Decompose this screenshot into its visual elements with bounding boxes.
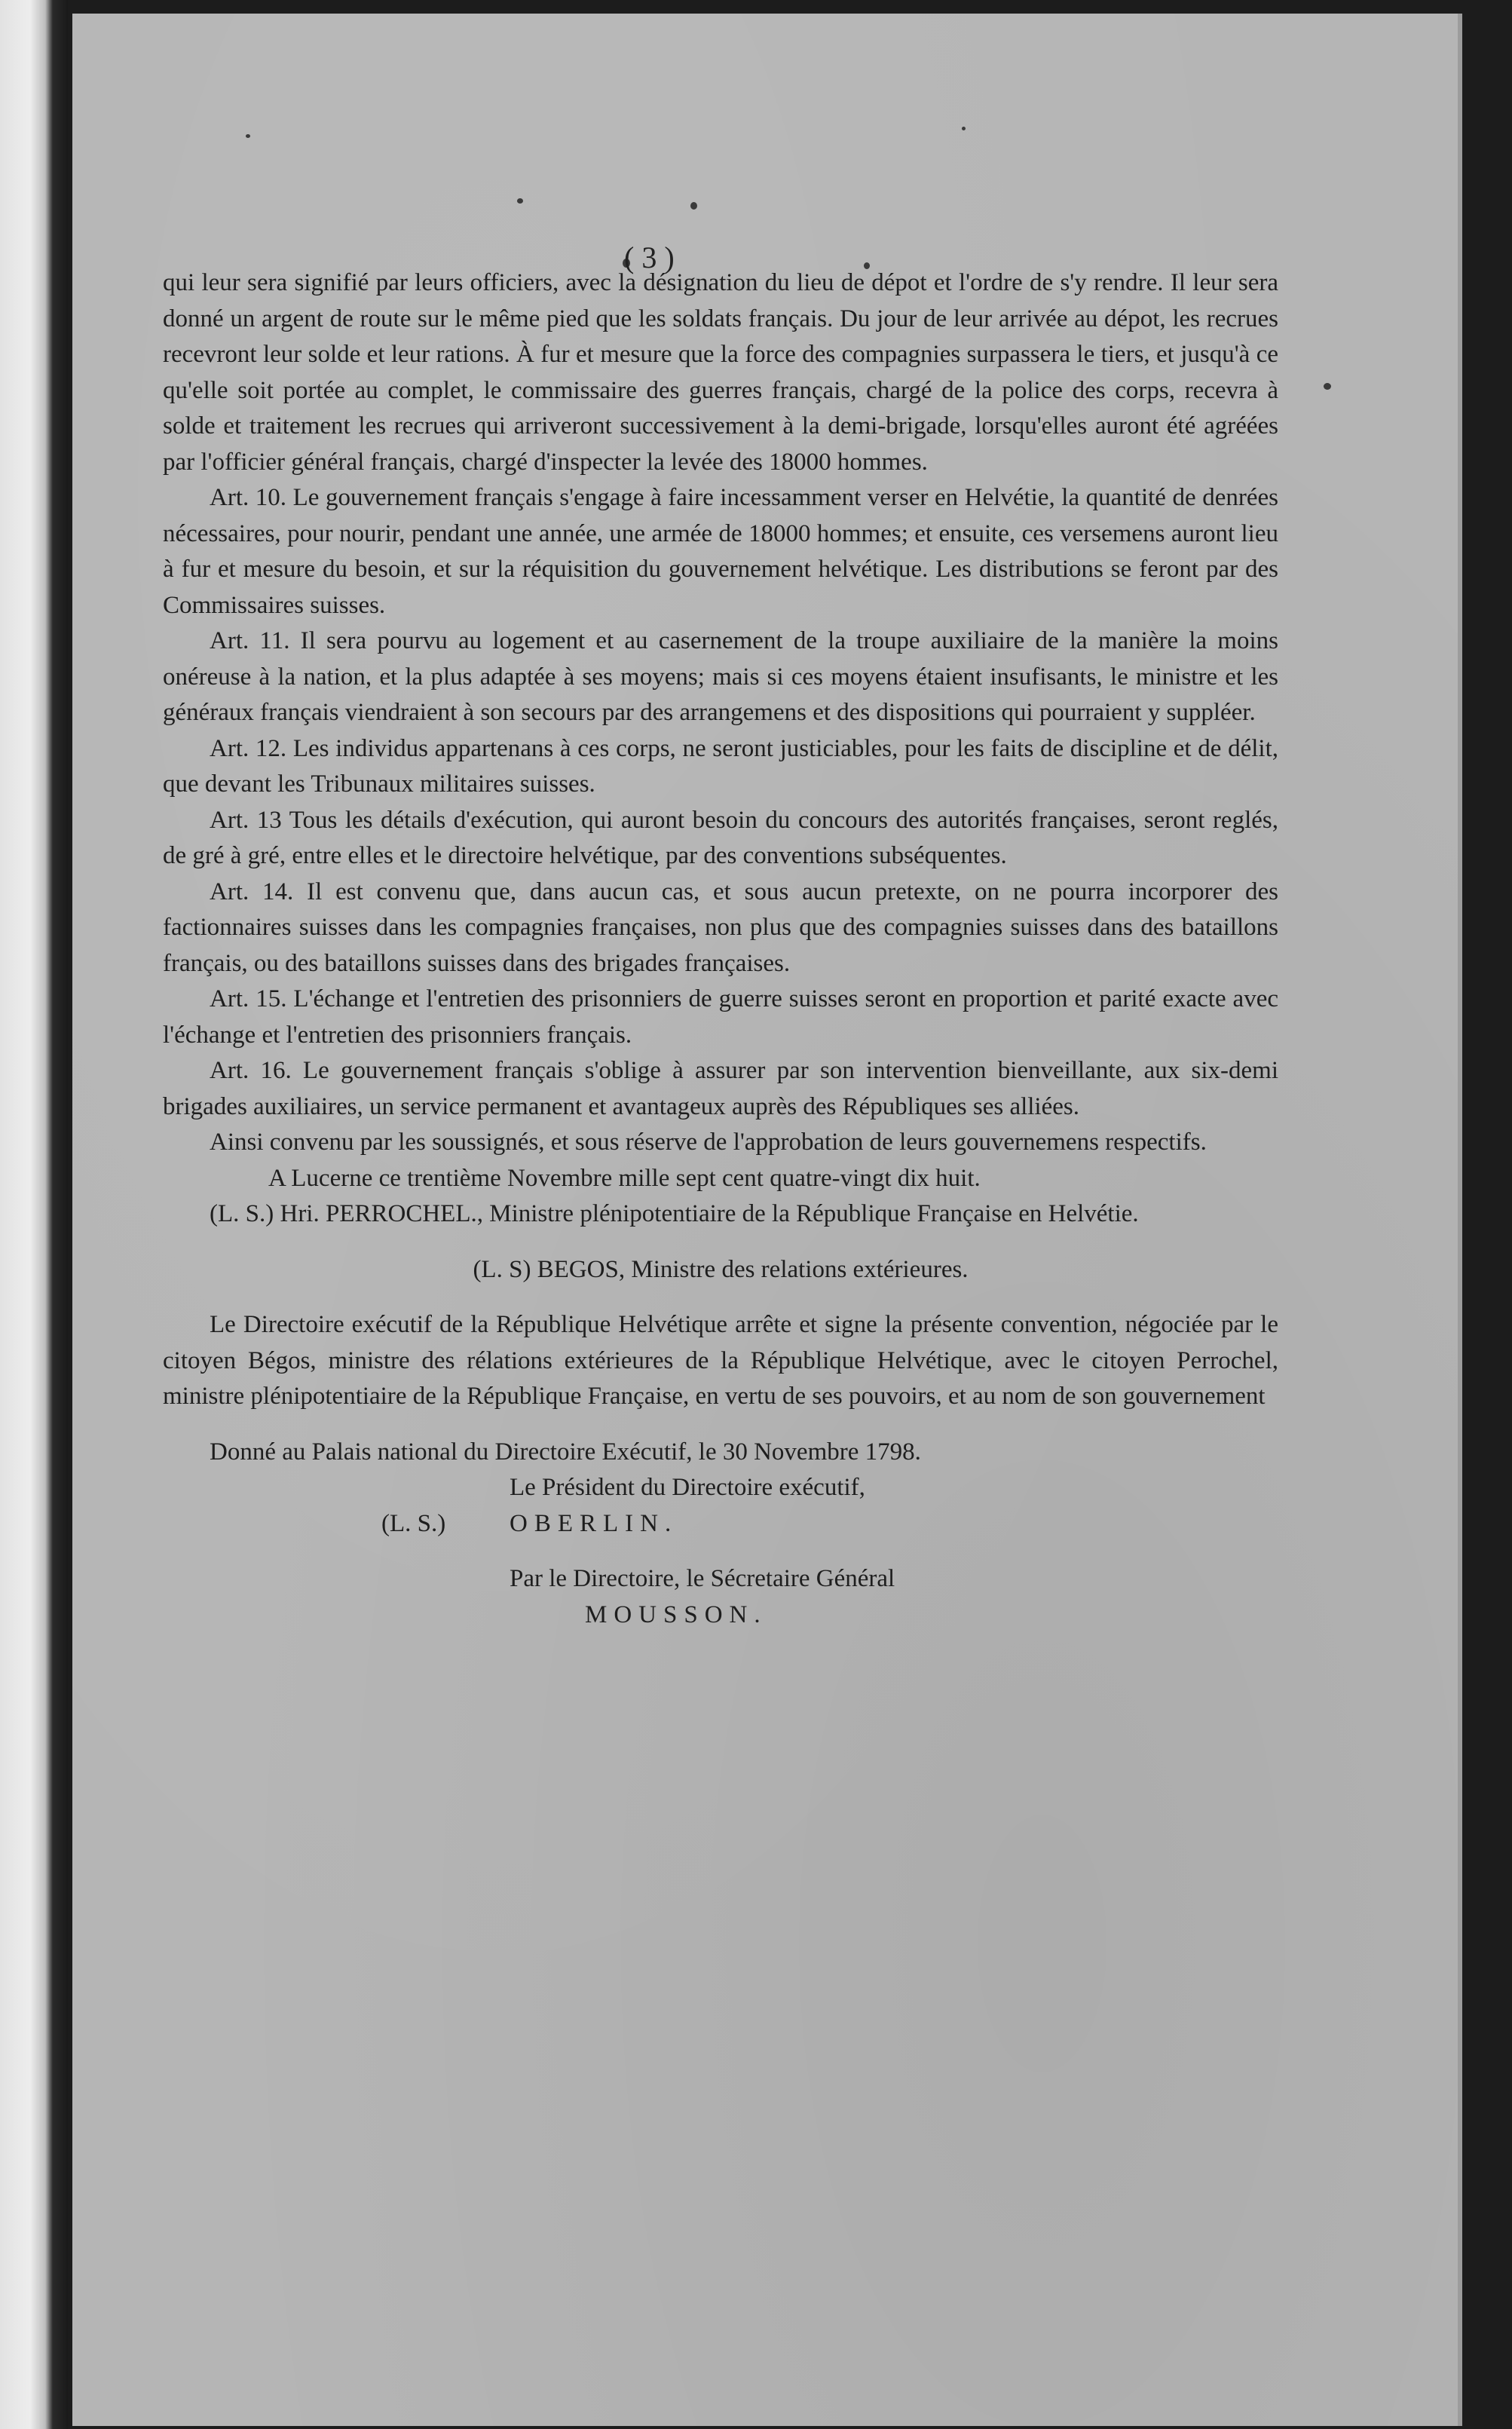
article-13: Art. 13 Tous les détails d'exécution, qui auront besoin du concours des autorités françaises, seront reglés, de gré à gré, entre elles et le directoire helvétique, par des conventions subséquentes.	[163, 806, 1278, 869]
place-date: A Lucerne ce trentième Novembre mille sept cent quatre-vingt dix huit.	[268, 1164, 981, 1192]
secretary-title: Par le Directoire, le Sécretaire Général	[510, 1565, 895, 1592]
book-edge	[0, 0, 68, 2429]
signature-begos: (L. S) BEGOS, Ministre des relations extérieures.	[473, 1255, 969, 1283]
given-at: Donné au Palais national du Directoire Exécutif, le 30 Novembre 1798.	[210, 1438, 921, 1466]
president-name: OBERLIN.	[510, 1509, 678, 1537]
article-15: Art. 15. L'échange et l'entretien des prisonniers de guerre suisses seront en proportion et parité exacte avec l'échange et l'entretien des prisonniers français.	[163, 985, 1278, 1049]
page-number: ( 3 )	[624, 240, 675, 274]
article-10: Art. 10. Le gouvernement français s'engage à faire incessamment verser en Helvétie, la quantité de denrées nécessaires, pour nourir, pendant une année, une armée de 18000 hommes; et ensuite, ces versemens auront lieu à fur et mesure du besoin, et sur la réquisition du gouvernement helvétique. Les distributions se feront par des Commissaires suisses.	[163, 484, 1278, 619]
signature-perrochel: (L. S.) Hri. PERROCHEL., Ministre plénipotentiaire de la République Française en Helvétie.	[210, 1200, 1139, 1227]
ratification-paragraph: Le Directoire exécutif de la République Helvétique arrête et signe la présente convention, négociée par le citoyen Bégos, ministre des rélations extérieures de la République Helvétique, avec le citoyen Perrochel, ministre plénipotentiaire de la République Française, en vertu de ses pouvoirs, et au nom de son gouvernement	[163, 1311, 1278, 1410]
agreement-paragraph: Ainsi convenu par les soussignés, et sous réserve de l'approbation de leurs gouvernemens respectifs.	[210, 1129, 1207, 1156]
document-body	[163, 217, 1278, 1633]
paper-sheet	[72, 14, 1462, 2426]
article-11: Art. 11. Il sera pourvu au logement et au casernement de la troupe auxiliaire de la manière la moins onéreuse à la nation, et la plus adaptée à ses moyens; mais si ces moyens étaient insufisants, le ministre et les généraux français viendraient à son secours par des arrangemens et des dispositions qui pourraient y suppléer.	[163, 627, 1278, 726]
seal-mark: (L. S.)	[381, 1509, 446, 1537]
president-title: Le Président du Directoire exécutif,	[510, 1474, 865, 1501]
article-16: Art. 16. Le gouvernement français s'oblige à assurer par son intervention bienveillante, aux six-demi brigades auxiliaires, un service permanent et avantageux auprès des Républiques ses alliées.	[163, 1057, 1278, 1120]
article-12: Art. 12. Les individus appartenans à ces corps, ne seront justiciables, pour les faits de discipline et de délit, que devant les Tribunaux militaires suisses.	[163, 734, 1278, 798]
secretary-name: MOUSSON.	[585, 1600, 767, 1628]
continuation-paragraph: qui leur sera signifié par leurs officiers, avec la désignation du lieu de dépot et l'ordre de s'y rendre. Il leur sera donné un argent de route sur le même pied que les soldats français. Du jour de leur arrivée au dépot, les recrues recevront leur solde et leur rations. À fur et mesure que la force des compagnies surpassera le tiers, et jusqu'à ce qu'elle soit portée au complet, le commissaire des guerres français, chargé de la police des corps, recevra à solde et traitement les recrues qui arriveront successivement à la demi-brigade, lorsqu'elles auront été agréées par l'officier général français, chargé d'inspecter la levée des 18000 hommes.	[163, 269, 1278, 476]
article-14: Art. 14. Il est convenu que, dans aucun cas, et sous aucun pretexte, on ne pourra incorporer des factionnaires suisses dans les compagnies françaises, non plus que des compagnies suisses dans des bataillons français, ou des bataillons suisses dans des brigades françaises.	[163, 878, 1278, 977]
